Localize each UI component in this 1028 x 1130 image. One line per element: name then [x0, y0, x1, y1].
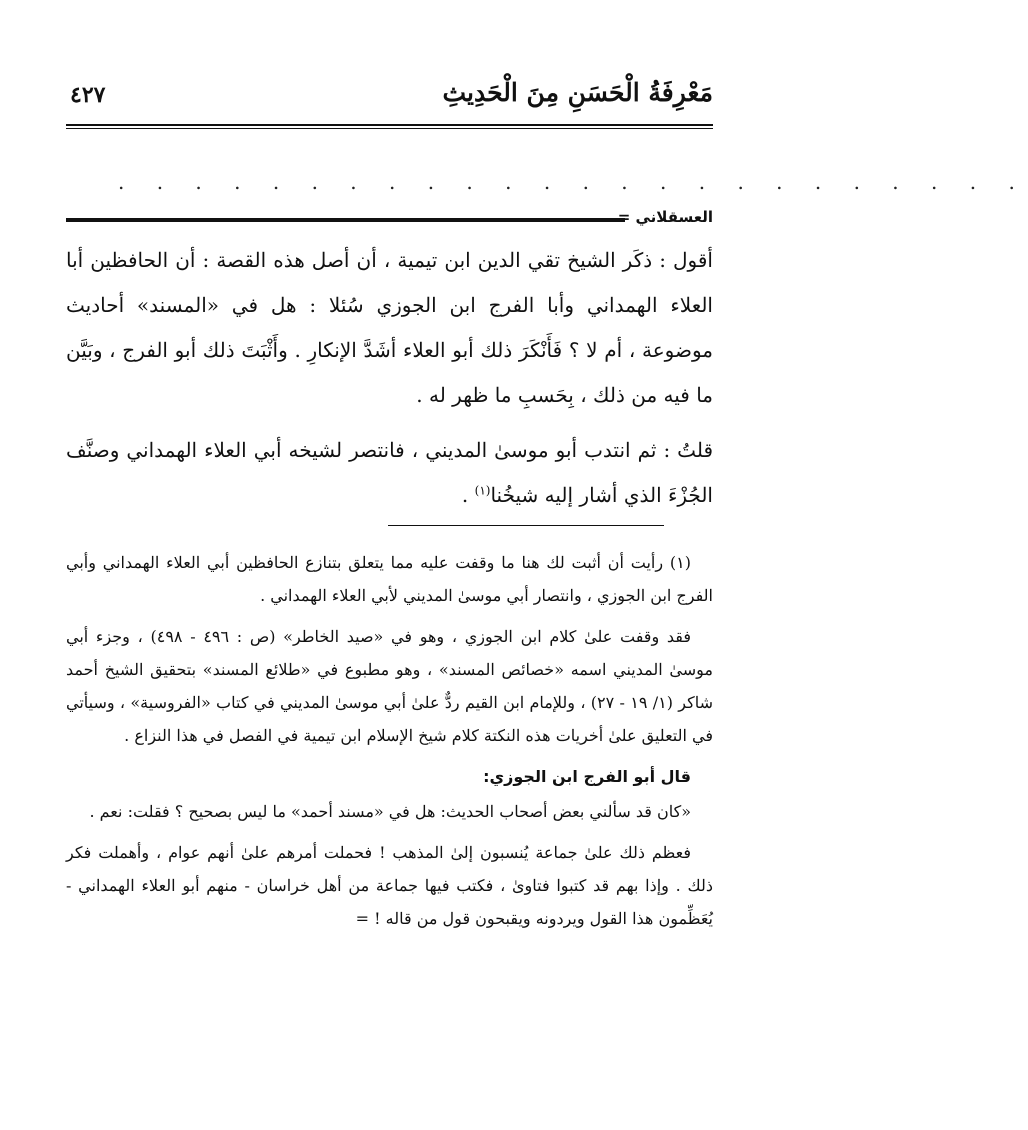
header-rule [66, 124, 713, 126]
footnote-quote-1: «كان قد سألني بعض أصحاب الحديث: هل في «مسند أحمد» ما ليس بصحيح ؟ فقلت: نعم . [89, 802, 691, 821]
header-rule-thin [66, 128, 713, 129]
paragraph-2 [66, 428, 713, 518]
footnote-heading: قال أبو الفرج ابن الجوزي: [483, 767, 691, 786]
footnote-separator [388, 525, 664, 526]
page-number: ٤٢٧ [70, 82, 106, 108]
footnote-quote-2: فعظم ذلك علىٰ جماعة يُنسبون إلىٰ المذهب ! فحملت أمرهم علىٰ أنهم عوام ، وأهملت فكر ذلك . وإذا بهم قد كتبوا فتاوىٰ ، فكتب فيها جماعة من أهل خراسان - منهم أبو العلاء الهمداني - يُعَظِّمون هذا القول ويردونه ويقبحون قول من قاله ! = [66, 843, 714, 928]
book-title: مَعْرِفَةُ الْحَسَنِ مِنَ الْحَدِيثِ [442, 78, 713, 107]
source-label: العسقلاني = [617, 208, 713, 226]
paragraph-2-end: . [461, 483, 475, 507]
paragraph-2-text: قلتُ : ثم انتدب أبو موسىٰ المديني ، فانتصر لشيخه أبي العلاء الهمداني وصنَّف الجُزْءَ الذي أشار إليه شيخُنا [66, 438, 713, 507]
footnotes [66, 546, 713, 943]
paragraph-1: أقول : ذكَر الشيخ تقي الدين ابن تيمية ، أن أصل هذه القصة : أن الحافظين أبا العلاء الهمداني وأبا الفرج ابن الجوزي سُئلا : هل في «المسند» أحاديث موضوعة ، أم لا ؟ فَأَنْكَرَ ذلك أبو العلاء أشَدَّ الإنكارِ . وأَثْبَتَ ذلك أبو الفرج ، وبَيَّن ما فيه من ذلك ، بِحَسبِ ما ظهر له . [66, 248, 713, 407]
main-text [66, 238, 713, 528]
omission-dots: . . . . . . . . . . . . . . . . . . . . . . . . [118, 170, 1028, 194]
source-continuation [66, 208, 713, 234]
source-rule [66, 218, 625, 222]
footnote-1: (١) رأيت أن أثبت لك هنا ما وقفت عليه مما يتعلق بتنازع الحافظين أبي العلاء الهمداني وأبي الفرج ابن الجوزي ، وانتصار أبي موسىٰ المديني لأبي العلاء الهمداني . [66, 553, 713, 605]
footnote-para-2: فقد وقفت علىٰ كلام ابن الجوزي ، وهو في «صيد الخاطر» (ص : ٤٩٦ - ٤٩٨) ، وجزء أبي موسىٰ المديني اسمه «خصائص المسند» ، وهو مطبوع في «طلائع المسند» بتحقيق الشيخ أحمد شاكر (١/ ١٩ - ٢٧) ، وللإمام ابن القيم ردٌّ علىٰ أبي موسىٰ المديني في كتاب «الفروسية» ، وسيأتي في التعليق علىٰ أخريات هذه النكتة كلام شيخ الإسلام ابن تيمية في الفصل في هذا النزاع . [66, 627, 714, 745]
running-header [66, 78, 713, 122]
footnote-ref: (١) [474, 483, 491, 498]
